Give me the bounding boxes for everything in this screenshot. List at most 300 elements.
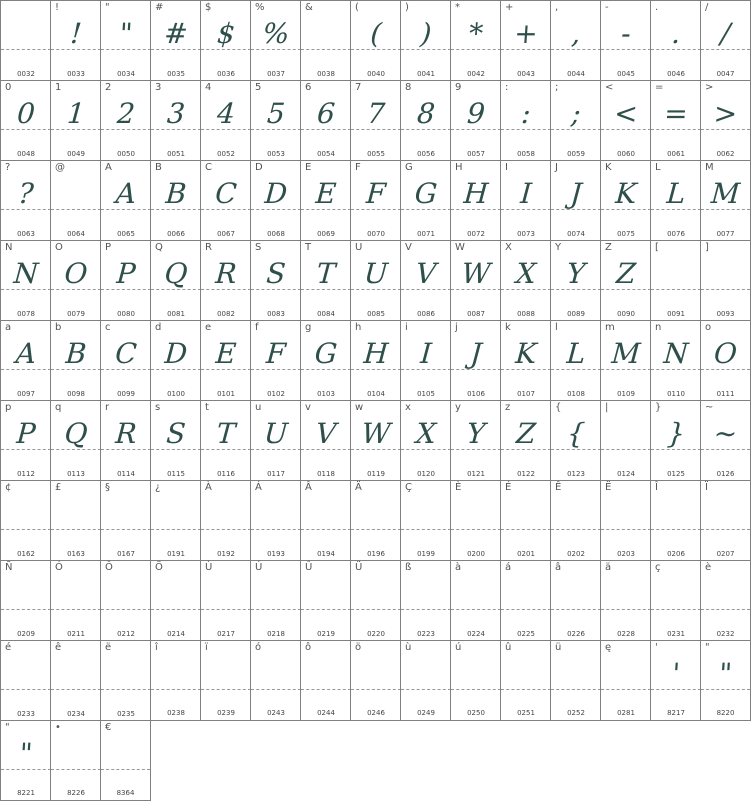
character-label: â — [555, 562, 562, 573]
glyph-cell — [350, 0, 401, 81]
glyph-sample — [700, 257, 751, 291]
glyph-cell — [100, 480, 151, 561]
glyph-sample: L — [565, 337, 587, 370]
glyph-sample: A — [14, 337, 38, 370]
glyph-cell — [150, 240, 201, 321]
glyph-cell — [150, 80, 201, 161]
character-code: 0071 — [417, 230, 435, 238]
character-code: 0032 — [17, 70, 35, 78]
glyph-sample: ; — [570, 97, 582, 130]
character-label: I — [505, 162, 508, 173]
glyph-sample — [500, 577, 552, 611]
character-code: 0167 — [117, 550, 135, 558]
glyph-sample: + — [513, 17, 539, 50]
character-code: 0246 — [367, 709, 385, 717]
character-code: 0051 — [167, 150, 185, 158]
glyph-sample — [400, 657, 452, 691]
character-code: 0042 — [467, 70, 485, 78]
character-label: 2 — [105, 82, 112, 93]
character-label: ù — [405, 642, 412, 653]
character-code: 0199 — [417, 550, 435, 558]
character-code: 0108 — [567, 390, 585, 398]
glyph-sample: A — [114, 177, 138, 210]
glyph-cell — [0, 480, 51, 561]
character-label: m — [605, 322, 615, 333]
character-label: 6 — [305, 82, 312, 93]
glyph-sample: Q — [163, 257, 189, 290]
glyph-sample: " — [118, 17, 134, 50]
character-code: 0234 — [67, 710, 85, 718]
glyph-sample: N — [12, 257, 40, 290]
glyph-sample: W — [460, 257, 492, 290]
character-label: ü — [555, 642, 562, 653]
glyph-sample: X — [414, 417, 438, 450]
glyph-sample — [350, 497, 402, 531]
glyph-cell — [400, 0, 451, 81]
glyph-sample: ' — [671, 657, 682, 690]
glyph-sample — [200, 497, 252, 531]
glyph-cell — [200, 320, 251, 401]
character-label: Ê — [555, 482, 562, 493]
glyph-sample: Q — [63, 417, 89, 450]
glyph-cell — [250, 480, 301, 561]
glyph-cell — [300, 480, 351, 561]
glyph-sample — [150, 657, 202, 691]
character-label: 7 — [355, 82, 362, 93]
glyph-cell — [500, 480, 551, 561]
character-label: Ç — [405, 482, 412, 493]
character-code: 0191 — [167, 550, 185, 558]
glyph-sample: K — [514, 337, 538, 370]
glyph-sample: K — [614, 177, 638, 210]
character-code: 0219 — [317, 630, 335, 638]
glyph-cell — [400, 640, 451, 721]
character-code: 0122 — [517, 470, 535, 478]
glyph-sample: T — [215, 417, 237, 450]
character-code: 0086 — [417, 310, 435, 318]
glyph-sample: Z — [515, 417, 537, 450]
character-label: Ö — [155, 562, 163, 573]
glyph-sample — [50, 577, 102, 611]
character-code: 0200 — [467, 550, 485, 558]
glyph-sample: O — [63, 257, 89, 290]
glyph-cell — [150, 560, 201, 641]
glyph-sample: 8 — [415, 97, 437, 130]
glyph-cell — [250, 400, 301, 481]
glyph-sample: 3 — [165, 97, 187, 130]
character-code: 0115 — [167, 470, 185, 478]
glyph-cell — [300, 560, 351, 641]
character-label: ä — [605, 562, 612, 573]
character-label: Ô — [105, 562, 113, 573]
glyph-sample: C — [214, 177, 238, 210]
character-label: ç — [655, 562, 661, 573]
glyph-cell — [400, 560, 451, 641]
glyph-sample — [350, 657, 402, 691]
glyph-cell — [0, 560, 51, 641]
character-code: 0087 — [467, 310, 485, 318]
character-label: £ — [55, 482, 62, 493]
character-code: 0125 — [667, 470, 685, 478]
glyph-cell — [200, 400, 251, 481]
glyph-cell — [700, 480, 751, 561]
glyph-cell — [400, 480, 451, 561]
glyph-cell — [300, 160, 351, 241]
character-label: t — [205, 402, 209, 413]
glyph-cell — [350, 320, 401, 401]
character-label: k — [505, 322, 511, 333]
glyph-sample — [200, 577, 252, 611]
glyph-cell — [200, 80, 251, 161]
glyph-cell — [50, 0, 101, 81]
character-label: ! — [55, 2, 60, 13]
character-code: 0123 — [567, 470, 585, 478]
glyph-cell — [100, 240, 151, 321]
glyph-cell — [50, 640, 101, 721]
glyph-cell — [500, 400, 551, 481]
character-label: " — [105, 2, 110, 13]
character-label: j — [455, 322, 458, 333]
glyph-cell — [650, 240, 701, 321]
character-label: o — [705, 322, 712, 333]
character-label: C — [205, 162, 212, 173]
character-code: 0046 — [667, 70, 685, 78]
character-code: 0223 — [417, 630, 435, 638]
glyph-sample — [300, 657, 352, 691]
glyph-sample: # — [163, 17, 189, 50]
character-code: 0118 — [317, 470, 335, 478]
character-label: | — [605, 402, 609, 413]
character-label: [ — [655, 242, 659, 253]
character-label: T — [305, 242, 312, 253]
glyph-cell — [100, 0, 151, 81]
glyph-sample: H — [362, 337, 390, 370]
glyph-sample — [450, 577, 502, 611]
character-label: é — [5, 642, 12, 653]
glyph-sample — [600, 497, 652, 531]
glyph-cell — [450, 240, 501, 321]
character-code: 0212 — [117, 630, 135, 638]
glyph-sample — [50, 177, 102, 211]
character-label: Ä — [355, 482, 362, 493]
character-code: 0116 — [217, 470, 235, 478]
character-code: 0162 — [17, 550, 35, 558]
glyph-cell — [450, 80, 501, 161]
glyph-cell — [500, 320, 551, 401]
glyph-cell — [500, 640, 551, 721]
glyph-sample: D — [163, 337, 189, 370]
glyph-cell — [200, 160, 251, 241]
character-label: € — [105, 722, 112, 733]
character-code: 0235 — [117, 710, 135, 718]
character-code: 8220 — [716, 709, 735, 717]
character-code: 0061 — [667, 150, 685, 158]
glyph-sample: U — [263, 417, 289, 450]
character-label: " — [705, 642, 710, 653]
glyph-cell — [0, 240, 51, 321]
character-label: c — [105, 322, 111, 333]
character-label: Â — [305, 482, 312, 493]
character-label: ( — [355, 2, 359, 13]
glyph-sample: " — [18, 737, 34, 770]
character-label: % — [255, 2, 265, 13]
character-code: 0209 — [17, 630, 35, 638]
character-code: 0078 — [17, 310, 35, 318]
character-code: 0102 — [267, 390, 285, 398]
character-label: Q — [155, 242, 163, 253]
character-label: 9 — [455, 82, 462, 93]
glyph-cell — [250, 640, 301, 721]
character-label: + — [505, 2, 514, 13]
glyph-cell — [50, 320, 101, 401]
glyph-sample: ) — [419, 17, 433, 50]
glyph-sample: F — [365, 177, 387, 210]
character-code: 0068 — [267, 230, 285, 238]
character-label: ~ — [705, 402, 714, 413]
glyph-sample — [0, 657, 52, 691]
character-label: l — [555, 322, 558, 333]
glyph-cell — [100, 400, 151, 481]
character-code: 0067 — [217, 230, 235, 238]
character-code: 8221 — [17, 789, 35, 797]
glyph-cell — [400, 80, 451, 161]
character-label: q — [55, 402, 62, 413]
character-code: 0081 — [167, 310, 185, 318]
glyph-sample: % — [261, 17, 291, 50]
glyph-sample — [600, 657, 652, 691]
glyph-cell — [100, 160, 151, 241]
character-label: & — [305, 2, 313, 13]
character-code: 0218 — [267, 630, 285, 638]
glyph-cell — [0, 0, 51, 81]
glyph-sample: U — [363, 257, 389, 290]
character-code: 0097 — [17, 390, 35, 398]
glyph-sample: } — [665, 417, 687, 450]
glyph-cell — [700, 640, 751, 721]
character-label: M — [705, 162, 714, 173]
glyph-sample: = — [663, 97, 689, 130]
glyph-cell — [300, 0, 351, 81]
character-code: 0047 — [716, 70, 735, 78]
glyph-cell — [700, 320, 751, 401]
glyph-cell — [550, 640, 601, 721]
glyph-sample — [150, 497, 202, 531]
glyph-cell — [350, 80, 401, 161]
glyph-sample — [650, 257, 702, 291]
glyph-sample — [50, 657, 102, 691]
glyph-cell — [550, 480, 601, 561]
glyph-cell — [200, 560, 251, 641]
glyph-sample: M — [610, 337, 642, 370]
character-label: R — [205, 242, 212, 253]
glyph-sample — [0, 497, 52, 531]
glyph-cell — [450, 400, 501, 481]
character-label: b — [55, 322, 62, 333]
character-code: 0206 — [667, 550, 685, 558]
glyph-sample: N — [662, 337, 690, 370]
character-code: 0233 — [17, 710, 35, 718]
glyph-sample — [0, 17, 52, 51]
character-code: 0059 — [567, 150, 585, 158]
character-code: 0088 — [517, 310, 535, 318]
character-label: n — [655, 322, 662, 333]
glyph-sample: W — [360, 417, 392, 450]
character-label: y — [455, 402, 461, 413]
glyph-sample — [450, 497, 502, 531]
glyph-cell — [100, 640, 151, 721]
glyph-sample: E — [214, 337, 238, 370]
character-label: e — [205, 322, 212, 333]
glyph-cell — [550, 240, 601, 321]
character-code: 0251 — [517, 709, 535, 717]
glyph-cell — [550, 320, 601, 401]
character-label: v — [305, 402, 311, 413]
character-label: Y — [555, 242, 562, 253]
character-label: a — [5, 322, 12, 333]
character-code: 8226 — [67, 789, 85, 797]
glyph-cell — [250, 320, 301, 401]
glyph-cell — [250, 560, 301, 641]
character-code: 0082 — [217, 310, 235, 318]
character-label: J — [555, 162, 558, 173]
glyph-cell — [0, 320, 51, 401]
glyph-cell — [50, 400, 101, 481]
glyph-cell — [50, 560, 101, 641]
character-label: î — [155, 642, 158, 653]
character-label: i — [405, 322, 408, 333]
glyph-sample: 7 — [365, 97, 387, 130]
glyph-cell — [350, 240, 401, 321]
glyph-sample — [100, 657, 152, 691]
glyph-cell — [600, 640, 651, 721]
character-label: ) — [405, 2, 409, 13]
glyph-cell — [400, 320, 451, 401]
glyph-sample: J — [569, 177, 583, 210]
glyph-cell — [350, 400, 401, 481]
character-code: 0228 — [617, 630, 635, 638]
character-code: 0058 — [517, 150, 535, 158]
character-label: s — [155, 402, 161, 413]
character-code: 0103 — [317, 390, 335, 398]
glyph-cell — [700, 240, 751, 321]
character-label: A — [105, 162, 112, 173]
glyph-cell — [400, 160, 451, 241]
character-label: z — [505, 402, 511, 413]
glyph-cell — [650, 400, 701, 481]
character-code: 0075 — [617, 230, 635, 238]
character-code: 0080 — [117, 310, 135, 318]
glyph-sample: " — [717, 657, 734, 690]
character-code: 0104 — [367, 390, 385, 398]
glyph-sample: I — [419, 337, 433, 370]
glyph-cell — [550, 0, 601, 81]
glyph-cell — [700, 400, 751, 481]
character-code: 0053 — [267, 150, 285, 158]
glyph-cell — [400, 240, 451, 321]
character-code: 0034 — [117, 70, 135, 78]
glyph-sample — [250, 497, 302, 531]
character-label: § — [105, 482, 110, 493]
glyph-cell — [650, 160, 701, 241]
character-label: 8 — [405, 82, 412, 93]
character-code: 0043 — [517, 70, 535, 78]
glyph-sample — [350, 577, 402, 611]
character-code: 0050 — [117, 150, 135, 158]
glyph-cell — [300, 640, 351, 721]
glyph-sample: C — [114, 337, 138, 370]
glyph-cell — [650, 480, 701, 561]
character-code: 0192 — [217, 550, 235, 558]
character-label: " — [5, 722, 10, 733]
glyph-sample — [600, 417, 652, 451]
glyph-sample: Y — [465, 417, 487, 450]
character-label: 0 — [5, 82, 12, 93]
glyph-cell — [500, 80, 551, 161]
glyph-sample: Z — [615, 257, 637, 290]
glyph-sample — [100, 737, 151, 771]
character-label: Z — [605, 242, 612, 253]
character-label: < — [605, 82, 614, 93]
glyph-cell — [650, 320, 701, 401]
character-label: ' — [655, 642, 658, 653]
character-code: 0119 — [367, 470, 385, 478]
glyph-cell — [650, 640, 701, 721]
glyph-cell — [50, 480, 101, 561]
character-label: x — [405, 402, 411, 413]
glyph-sample: D — [263, 177, 289, 210]
glyph-cell — [250, 80, 301, 161]
glyph-sample: : — [520, 97, 532, 130]
glyph-cell — [100, 720, 151, 801]
character-code: 0107 — [517, 390, 535, 398]
character-label: d — [155, 322, 162, 333]
glyph-sample — [550, 657, 602, 691]
glyph-cell — [700, 160, 751, 241]
glyph-sample — [400, 497, 452, 531]
character-label: / — [705, 2, 709, 13]
character-code: 0126 — [716, 470, 735, 478]
character-code: 0038 — [317, 70, 335, 78]
glyph-sample — [300, 17, 352, 51]
character-code: 0232 — [716, 630, 735, 638]
character-label: D — [255, 162, 263, 173]
character-code: 0224 — [467, 630, 485, 638]
character-code: 0214 — [167, 630, 185, 638]
character-code: 0196 — [367, 550, 385, 558]
character-label: = — [655, 82, 664, 93]
character-label: Ü — [355, 562, 363, 573]
character-code: 0231 — [667, 630, 685, 638]
glyph-cell — [600, 0, 651, 81]
glyph-sample — [550, 497, 602, 531]
character-code: 8364 — [116, 789, 135, 797]
glyph-sample: E — [314, 177, 338, 210]
glyph-cell — [600, 400, 651, 481]
glyph-cell — [150, 640, 201, 721]
glyph-sample — [400, 577, 452, 611]
glyph-cell — [650, 80, 701, 161]
glyph-sample: / — [719, 17, 732, 50]
character-label: . — [655, 2, 659, 13]
glyph-cell — [150, 160, 201, 241]
character-code: 0055 — [367, 150, 385, 158]
character-code: 0226 — [567, 630, 585, 638]
glyph-cell — [150, 480, 201, 561]
character-code: 0072 — [467, 230, 485, 238]
character-label: 4 — [205, 82, 212, 93]
character-label: ę — [605, 642, 612, 653]
character-label: Á — [255, 482, 262, 493]
